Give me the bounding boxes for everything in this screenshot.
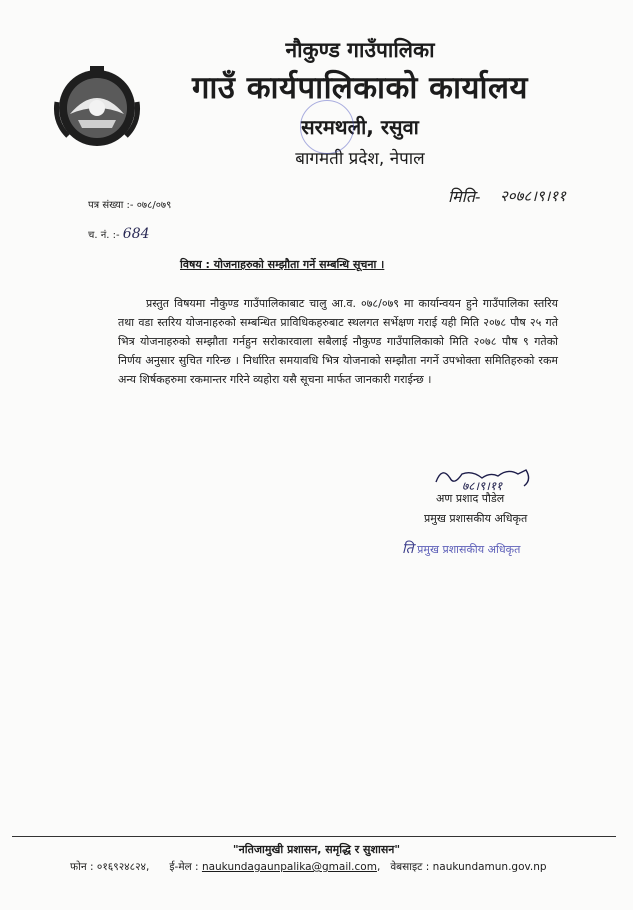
letter-body xyxy=(118,294,558,389)
letter-subject: विषय : योजनाहरुको सम्झौता गर्ने सम्बन्धि सूचना । xyxy=(180,258,385,271)
footer-contact: फोन : ०१६९२४८२४, ई-मेल : naukundagaunpalika@gmail.com, वेबसाइट : naukundamun.gov.np xyxy=(70,861,547,873)
signatory-title: प्रमुख प्रशासकीय अधिकृत xyxy=(424,512,528,525)
website-label: वेबसाइट : xyxy=(390,861,430,873)
dispatch-number: च. नं. :- 684 xyxy=(88,226,150,242)
footer-motto: "नतिजामुखी प्रशासन, समृद्धि र सुशासन" xyxy=(232,843,401,856)
signatory-name: अण प्रशाद पौडेल xyxy=(436,492,505,505)
email-label: ई-मेल : xyxy=(169,861,199,873)
body-paragraph: प्रस्तुत विषयमा नौकुण्ड गाउँपालिकाबाट चालु आ.व. ०७८/०७९ मा कार्यान्वयन हुने गाउँपालिका स्तरिय तथा वडा स्तरिय योजनाहरुको सम्बन्धित प्राविधिकहरुबाट स्थलगत सर्भेक्षण गराई यही मिति २०७८ पौष २५ गते भित्र योजनाहरुको सम्झौता गर्नहुन सरोकारवाला सबैलाई नौकुण्ड गाउँपालिकाको मिति २०७८ पौष ९ गतेको निर्णय अनुसार सुचित गरिन्छ । निर्धारित समयावधि भित्र योजनाको सम्झौता नगर्ने उपभोक्ता समितिहरुको रकम अन्य शिर्षकहरुमा रकमान्तर गरिने व्यहोरा यसै सूचना मार्फत जानकारी गराईन्छ । xyxy=(118,297,558,386)
stamp-initial-mark: ति xyxy=(402,541,414,557)
signature-date: ७८।९।११ xyxy=(462,479,503,493)
footer-divider xyxy=(12,836,616,837)
office-name: गाउँ कार्यपालिकाको कार्यालय xyxy=(191,70,529,106)
office-location: सरमथली, रसुवा xyxy=(301,115,419,139)
website-link[interactable]: naukundamun.gov.np xyxy=(432,861,547,873)
designation-stamp: ति प्रमुख प्रशासकीय अधिकृत xyxy=(402,541,521,557)
phone-number: फोन : ०१६९२४८२४, xyxy=(70,861,150,873)
email-link[interactable]: naukundagaunpalika@gmail.com xyxy=(201,861,377,873)
municipality-name: नौकुण्ड गाउँपालिका xyxy=(285,38,435,62)
municipality-emblem-logo xyxy=(52,62,142,152)
letter-date: २०७८।९।११ xyxy=(500,187,566,205)
reference-number: पत्र संख्या :- ०७८/०७९ xyxy=(88,200,172,211)
office-seal-stamp xyxy=(300,100,354,154)
province-line: बागमती प्रदेश, नेपाल xyxy=(295,149,425,169)
date-label: मिति- xyxy=(448,187,481,206)
